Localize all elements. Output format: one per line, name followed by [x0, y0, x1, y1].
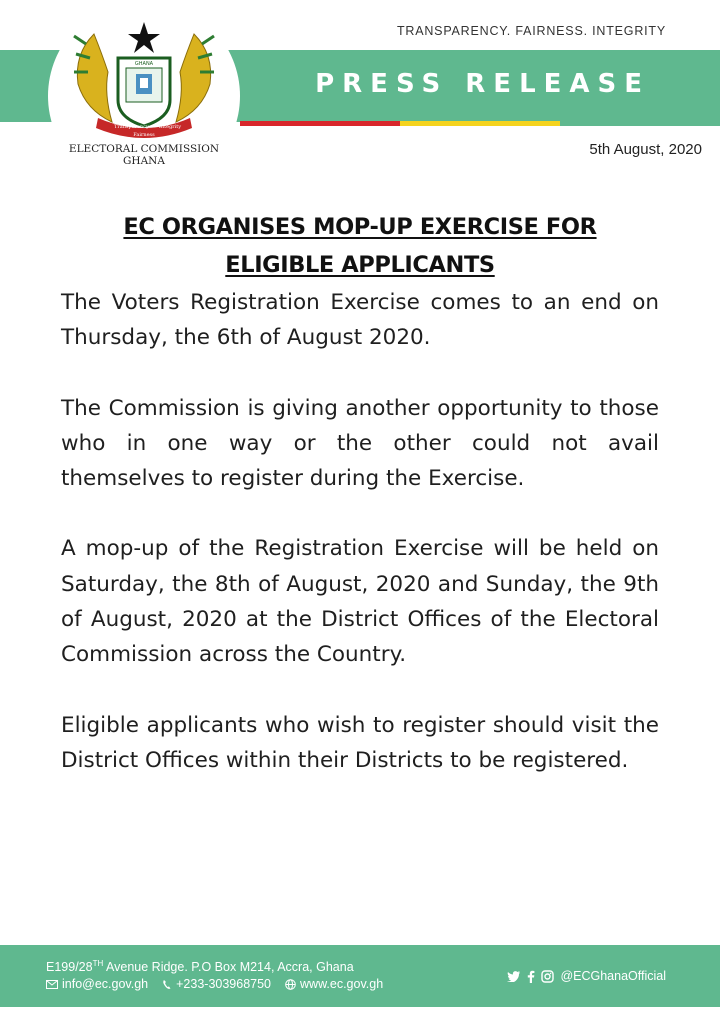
phone-contact[interactable] — [162, 977, 271, 991]
headline — [60, 208, 660, 284]
address-number: E199/28 — [46, 960, 93, 975]
address-ordinal: TH — [92, 959, 104, 968]
stripe-red — [240, 121, 400, 126]
footer — [0, 945, 720, 1007]
article-body — [61, 285, 659, 813]
social-links — [507, 969, 666, 983]
facebook-icon[interactable] — [527, 970, 535, 983]
stripe-green — [560, 121, 720, 126]
paragraph: The Commission is giving another opportunity to those who in one way or the other could not avail themselves to register during the Exercise. — [61, 395, 659, 492]
email-contact[interactable] — [46, 977, 148, 991]
paragraph: The Voters Registration Exercise comes to an end on Thursday, the 6th of August 2020. — [61, 290, 659, 351]
logo-ribbon-left: Transparency — [114, 124, 149, 130]
paragraph: A mop-up of the Registration Exercise will be held on Saturday, the 8th of August, 2020 and Sunday, the 9th of August, 2020 at the District Offices of the Electoral Commission across the Country. — [61, 536, 659, 668]
headline-line2: ELIGIBLE APPLICANTS — [225, 252, 495, 278]
stripe-yellow — [400, 121, 560, 126]
electoral-commission-logo — [64, 14, 224, 142]
logo-ribbon-bottom: Fairness — [133, 132, 155, 138]
website-text[interactable]: www.ec.gov.gh — [300, 977, 384, 991]
footer-address — [46, 959, 354, 974]
social-handle[interactable]: @ECGhanaOfficial — [560, 969, 666, 983]
press-release-title: PRESS RELEASE — [315, 69, 650, 99]
org-name-line1: ELECTORAL COMMISSION — [68, 143, 220, 155]
website-contact[interactable] — [285, 977, 383, 991]
globe-icon — [285, 979, 296, 990]
footer-contacts — [46, 977, 383, 991]
release-date: 5th August, 2020 — [589, 141, 702, 158]
email-text[interactable]: info@ec.gov.gh — [62, 977, 149, 991]
flag-stripes — [240, 121, 720, 126]
phone-icon — [162, 979, 172, 990]
tagline: TRANSPARENCY. FAIRNESS. INTEGRITY — [396, 24, 666, 38]
phone-text[interactable]: +233-303968750 — [176, 977, 272, 991]
address-rest: Avenue Ridge. P.O Box M214, Accra, Ghana — [103, 960, 354, 975]
logo-shield-text: GHANA — [134, 61, 154, 67]
organization-name — [48, 143, 240, 167]
org-name-line2: GHANA — [123, 155, 165, 167]
headline-line1: EC ORGANISES MOP-UP EXERCISE FOR — [123, 214, 597, 240]
mail-icon — [46, 980, 58, 989]
twitter-icon[interactable] — [507, 970, 521, 982]
paragraph: Eligible applicants who wish to register should visit the District Offices within their Districts to be registered. — [61, 712, 659, 773]
logo-ribbon-right: Integrity — [158, 124, 182, 130]
instagram-icon[interactable] — [541, 970, 554, 983]
